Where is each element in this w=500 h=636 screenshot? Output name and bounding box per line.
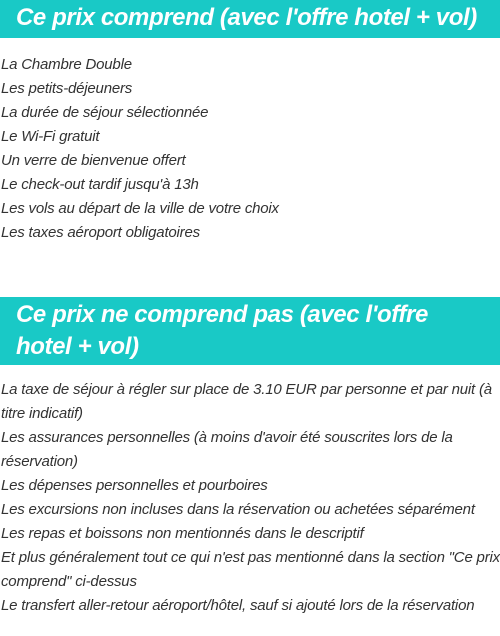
included-item: Un verre de bienvenue offert [1, 152, 186, 169]
excluded-item: Les assurances personnelles (à moins d'avoir été souscrites lors de la réservation) [1, 429, 453, 470]
included-section-title: Ce prix comprend (avec l'offre hotel + vol) [0, 0, 500, 38]
excluded-item: Les excursions non incluses dans la réservation ou achetées séparément [1, 501, 475, 518]
excluded-item: Les repas et boissons non mentionnés dans le descriptif [1, 525, 364, 542]
included-item: Le check-out tardif jusqu'à 13h [1, 176, 199, 193]
included-item: Le Wi-Fi gratuit [1, 128, 100, 145]
included-section [0, 0, 500, 245]
included-item: Les petits-déjeuners [1, 80, 133, 97]
excluded-item: Les dépenses personnelles et pourboires [1, 477, 268, 494]
included-item: Les vols au départ de la ville de votre choix [1, 200, 279, 217]
included-item: La Chambre Double [1, 56, 132, 73]
excluded-item: La taxe de séjour à régler sur place de 3.10 EUR par personne et par nuit (à titre indicatif) [1, 381, 492, 422]
excluded-item: Le transfert aller-retour aéroport/hôtel, sauf si ajouté lors de la réservation [1, 597, 475, 614]
excluded-item: Et plus généralement tout ce qui n'est pas mentionné dans la section "Ce prix comprend" ci-dessus [1, 549, 500, 590]
excluded-list [0, 378, 500, 618]
included-item: La durée de séjour sélectionnée [1, 104, 209, 121]
excluded-section [0, 297, 500, 618]
included-item: Les taxes aéroport obligatoires [1, 224, 200, 241]
excluded-section-title: Ce prix ne comprend pas (avec l'offre hotel + vol) [0, 297, 500, 365]
included-list [0, 53, 500, 245]
